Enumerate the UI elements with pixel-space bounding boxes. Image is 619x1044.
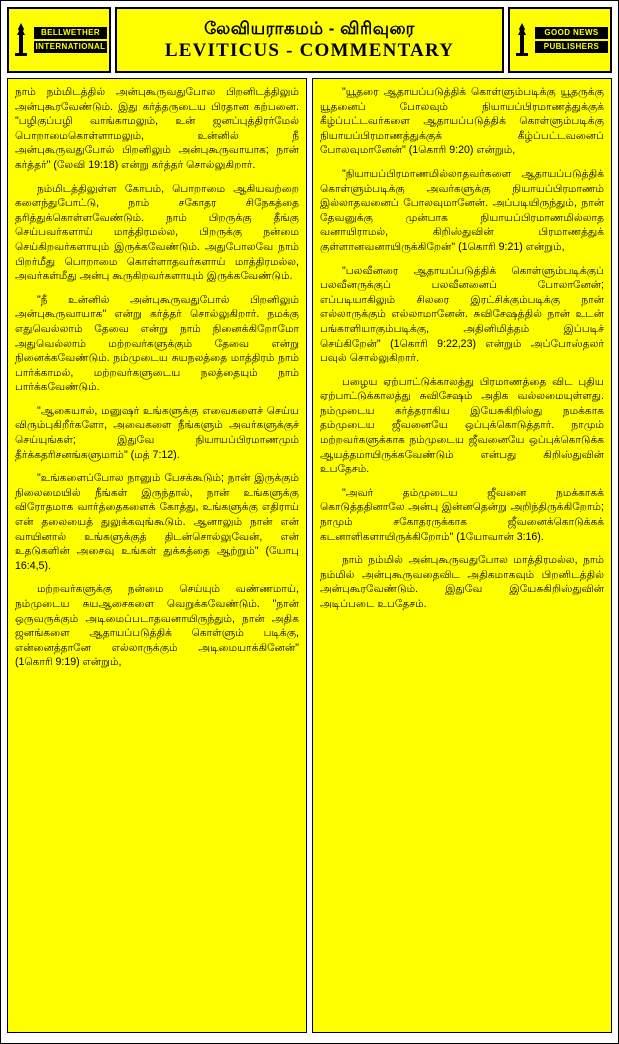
paragraph: "நீ உன்னில் அன்புகூருவதுபோல் பிறனிலும் அன்புகூருவாயாக" என்று கர்த்தர் சொல்லுகிறார். நமக்கு எதுவெல்லாம் தேவை என்று நாம் நினைக்கிறோமோ அதுவெல்லாம் மற்றவர்களுக்கும் தேவை என்று நினைக்கவேண்டும். நம்முடைய சுயநலத்தை மாத்திரம் நாம் பார்க்காமல், மற்றவர்களுடைய நலத்தையும் நாம் பார்க்கவேண்டும். (15, 293, 299, 394)
logo-line-2: PUBLISHERS (535, 41, 608, 53)
paragraph: "உங்களைப்போல நானும் பேசக்கூடும்; நான் இருக்கும் நிலைமையில் நீங்கள் இருந்தால், நான் உங்களுக்கு விரோதமாக வார்த்தைகளைக் கோத்து, உங்களுக்கு எதிராய் என் தலையைத் துலுக்கவுங்கூடும். ஆனாலும் நான் என் வாயினால் உங்களுக்குத் திடன்சொல்லுவேன், என் உதடுகளின் அசைவு உங்கள் துக்கத்தை ஆற்றும்" (யோபு 16:4,5). (15, 472, 299, 572)
left-column (7, 78, 307, 1033)
logo-words-left (34, 27, 108, 53)
logo-line-2: INTERNATIONAL (35, 42, 106, 51)
page-title-english: LEVITICUS - COMMENTARY (164, 40, 455, 61)
paragraph: நாம் நம்மில் அன்புகூருவதுபோல மாத்திரமல்ல, நாம் நம்மில் அன்புகூருவதைவிட அதிகமாகவும் பிறனிடத்தில் அன்புகூரவேண்டும். இதுவே இயேசுகிறிஸ்துவின் அடிப்படை உபதேசம். (320, 554, 604, 610)
paragraph: "பலவீனரை ஆதாயப்படுத்திக் கொள்ளும்படிக்குப் பலவீனருக்குப் பலவீனனைப் போலானேன்; எப்படியாகிலும் சிலரை இரட்சிக்கும்படிக்கு நான் எல்லாருக்கும் எல்லாமானேன். சுவிசேஷத்தில் நான் உடன் பங்காளியாகும்படிக்கு, அதினிமித்தம் இப்படிச் செய்கிறேன்" (1கொரி 9:22,23) என்றும் அப்போஸ்தலர் பவுல் சொல்லுகிறார். (320, 264, 604, 365)
paragraph: மற்றவர்களுக்கு நன்மை செய்யும் வண்ணமாய், நம்முடைய சுயஆசைகளை வெறுக்கவேண்டும். "நான் ஒருவருக்கும் அடிமைப்படாதவனாயிருந்தும், நான் அதிக ஜனங்களை ஆதாயப்படுத்திக் கொள்ளும் படிக்கு, என்னைத்தானே எல்லாருக்கும் அடிமையாக்கினேன்" (1கொரி 9:19) என்றும், (15, 583, 299, 669)
paragraph: நம்மிடத்திலுள்ள கோபம், பொறாமை ஆகியவற்றை களைந்துபோட்டு, நாம் சகோதர சிநேகத்தை தரித்துக்கொள்ளவேண்டும். நாம் பிறருக்கு தீங்கு செய்பவர்களாய் மாத்திரமல்ல, பிறருக்கு நன்மை செய்கிறவர்களாயும் இருக்கவேண்டும். அதுபோலவே நாம் பிறர்மீது பொறாமை கொள்ளாதவர்களாய் மாத்திரமல்ல, அவர்கள்மீது அன்பு கூருகிறவர்களாயும் இருக்கவேண்டும். (15, 182, 299, 283)
paragraph: பழைய ஏற்பாட்டுக்காலத்து பிரமாணத்தை விட புதிய ஏற்பாட்டுக்காலத்து சுவிசேஷம் அதிக வல்லமையுள்ளது. நம்முடைய கர்த்தராகிய இயேசுகிறிஸ்து நமக்காக தம்முடைய ஜீவனையே ஒப்புக்கொடுத்தார். நாமும் மற்றவர்களுக்காக நம்முடைய ஜீவனையே ஒப்புக்கொடுக்க ஆயத்தமாயிருக்கவேண்டும் என்பது கிறிஸ்துவின் உபதேசம். (320, 375, 604, 476)
paragraph: "அவர் தம்முடைய ஜீவனை நமக்காகக் கொடுத்ததினாலே அன்பு இன்னதென்று அறிந்திருக்கிறோம்; நாமும் சகோதரருக்காக ஜீவனைக்கொடுக்கக் கடனாளிகளாயிருக்கிறோம்" (1யோவான் 3:16). (320, 486, 604, 543)
logo-inner-left (11, 23, 107, 57)
page-body (7, 78, 612, 1033)
paragraph: "யூதரை ஆதாயப்படுத்திக் கொள்ளும்படிக்கு யூதருக்கு யூதனைப் போலவும் நியாயப்பிரமாணத்துக்குக் கீழ்ப்பட்டவர்களை ஆதாயப்படுத்திக் கொள்ளும்படிக்கு நியாயப்பிரமாணத்துக்குக் கீழ்ப்பட்டவனைப் போலவுமானேன்" (1கொரி 9:20) என்றும், (320, 86, 604, 157)
logo-line-1: BELLWETHER (34, 27, 108, 39)
publisher-logo-right (508, 7, 612, 73)
title-block (115, 7, 504, 73)
right-column (312, 78, 612, 1033)
paragraph: "நியாயப்பிரமாணமில்லாதவர்களை ஆதாயப்படுத்திக் கொள்ளும்படிக்கு அவர்களுக்கு நியாயப்பிரமாணம் இல்லாதவனைப் போலவுமானேன். அப்படியிருந்தும், நான் தேவனுக்கு முன்பாக நியாயப்பிரமாணமில்லாத வனாயிராமல், கிறிஸ்துவின் பிரமாணத்துக் குள்ளானவனாயிருக்கிறேன்" (1கொரி 9:21) என்றும், (320, 167, 604, 253)
logo-words-right (535, 27, 608, 53)
torch-emblem-icon (512, 23, 532, 57)
paragraph: நாம் நம்மிடத்தில் அன்புகூருவதுபோல பிறனிடத்திலும் அன்புகூரவேண்டும். இது கர்த்தருடைய பிரதான கற்பனை. "பழிகுப்பழி வாங்காமலும், உன் ஜனப்புத்திரர்மேல் பொறாமைகொள்ளாமலும், உன்னில் நீ அன்புகூருவதுபோல் பிறனிலும் அன்புகூருவாயாக; நான் கர்த்தர்" (லேவி 19:18) என்று கர்த்தர் சொல்லுகிறார். (15, 86, 299, 171)
logo-inner-right (512, 23, 608, 57)
page-title-tamil: லேவியராகமம் - விரிவுரை (204, 19, 415, 38)
logo-line-1: GOOD NEWS (535, 27, 608, 39)
publisher-logo-left (7, 7, 111, 73)
page-header (7, 7, 612, 73)
paragraph: "ஆகையால், மனுஷர் உங்களுக்கு எவைகளைச் செய்ய விரும்புகிறீர்களோ, அவைகளை நீங்களும் அவர்களுக்குச் செய்யுங்கள்; இதுவே நியாயப்பிரமாணமும் தீர்க்கதரிசனங்களுமாம்" (மத் 7:12). (15, 404, 299, 461)
torch-emblem-icon (11, 23, 31, 57)
